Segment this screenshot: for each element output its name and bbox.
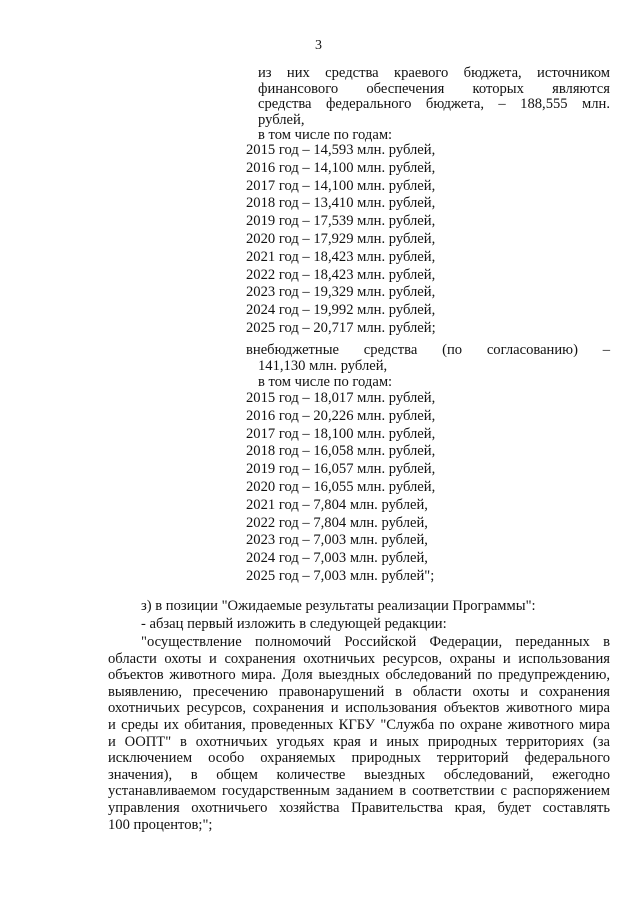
- list-item: 2025 год – 7,003 млн. рублей";: [246, 567, 435, 584]
- list-item: 2021 год – 18,423 млн. рублей,: [246, 248, 436, 265]
- list-item: 2023 год – 19,329 млн. рублей,: [246, 284, 436, 301]
- list-item: 2024 год – 7,003 млн. рублей,: [246, 550, 428, 567]
- text-line: объектов животного мира. Доля выездных обследований по предупреждению,: [108, 667, 610, 684]
- list-item: 2022 год – 18,423 млн. рублей,: [246, 266, 436, 283]
- text-line: из них средства краевого бюджета, источником: [258, 65, 610, 81]
- text-line: области охоты и сохранения охотничьих ресурсов, охраны и использования: [108, 650, 610, 667]
- list-item: 2016 год – 14,100 млн. рублей,: [246, 159, 436, 176]
- section-heading: з) в позиции "Ожидаемые результаты реализации Программы":: [141, 598, 536, 614]
- list-item: 2021 год – 7,804 млн. рублей,: [246, 496, 428, 513]
- section-instruction: - абзац первый изложить в следующей редакции:: [141, 616, 447, 632]
- list-item: 2015 год – 18,017 млн. рублей,: [246, 390, 436, 406]
- text-line: охотничьих ресурсов, сохранения и использования объектов животного мира: [108, 700, 610, 717]
- list-item: 2018 год – 16,058 млн. рублей,: [246, 443, 436, 460]
- text-line: выявлению, пресечению правонарушений в области охоты и сохранения: [108, 683, 610, 700]
- list-item: 2017 год – 14,100 млн. рублей,: [246, 177, 436, 194]
- list-item: 2022 год – 7,804 млн. рублей,: [246, 514, 428, 531]
- list-item: 2019 год – 16,057 млн. рублей,: [246, 461, 436, 478]
- extra-budget-text: [246, 343, 610, 374]
- text-line: 100 процентов;";: [108, 816, 213, 833]
- text-line: средства федерального бюджета, – 188,555 млн.: [258, 96, 610, 112]
- extra-budget-years-list: [246, 390, 435, 586]
- section-paragraph: [108, 634, 610, 833]
- text-line: 141,130 млн. рублей,: [258, 357, 388, 374]
- list-item: 2024 год – 19,992 млн. рублей,: [246, 302, 436, 319]
- list-item: 2016 год – 20,226 млн. рублей,: [246, 407, 436, 424]
- years-intro: в том числе по годам:: [258, 127, 393, 143]
- list-item: 2015 год – 14,593 млн. рублей,: [246, 142, 436, 158]
- federal-budget-years-list: [246, 142, 436, 338]
- text-line: значения), в общем количестве выездных обследований, ежегодно: [108, 766, 610, 783]
- text-line: "осуществление полномочий Российской Федерации, переданных в: [141, 634, 610, 650]
- page-number: 3: [315, 38, 322, 53]
- text-line: исключением особо охраняемых природных территорий федерального: [108, 750, 610, 767]
- list-item: 2020 год – 17,929 млн. рублей,: [246, 230, 436, 247]
- list-item: 2019 год – 17,539 млн. рублей,: [246, 213, 436, 230]
- list-item: 2017 год – 18,100 млн. рублей,: [246, 425, 436, 442]
- list-item: 2018 год – 13,410 млн. рублей,: [246, 195, 436, 212]
- text-line: внебюджетные средства (по согласованию) –: [246, 342, 610, 358]
- text-line: финансового обеспечения которых являются: [258, 80, 610, 97]
- list-item: 2023 год – 7,003 млн. рублей,: [246, 532, 428, 549]
- text-line: и ООПТ" в охотничьих угодьях края и иных природных территориях (за: [108, 733, 610, 750]
- text-line: устанавливаемом государственным заданием в соответствии с распоряжением: [108, 783, 610, 800]
- federal-budget-text: [258, 66, 610, 128]
- list-item: 2020 год – 16,055 млн. рублей,: [246, 478, 436, 495]
- years-intro: в том числе по годам:: [258, 374, 393, 390]
- list-item: 2025 год – 20,717 млн. рублей;: [246, 319, 436, 336]
- text-line: и среды их обитания, проведенных КГБУ "Служба по охране животного мира: [108, 716, 610, 733]
- text-line: рублей,: [258, 111, 305, 128]
- text-line: управления охотничьего хозяйства Правительства края, будет составлять: [108, 799, 610, 816]
